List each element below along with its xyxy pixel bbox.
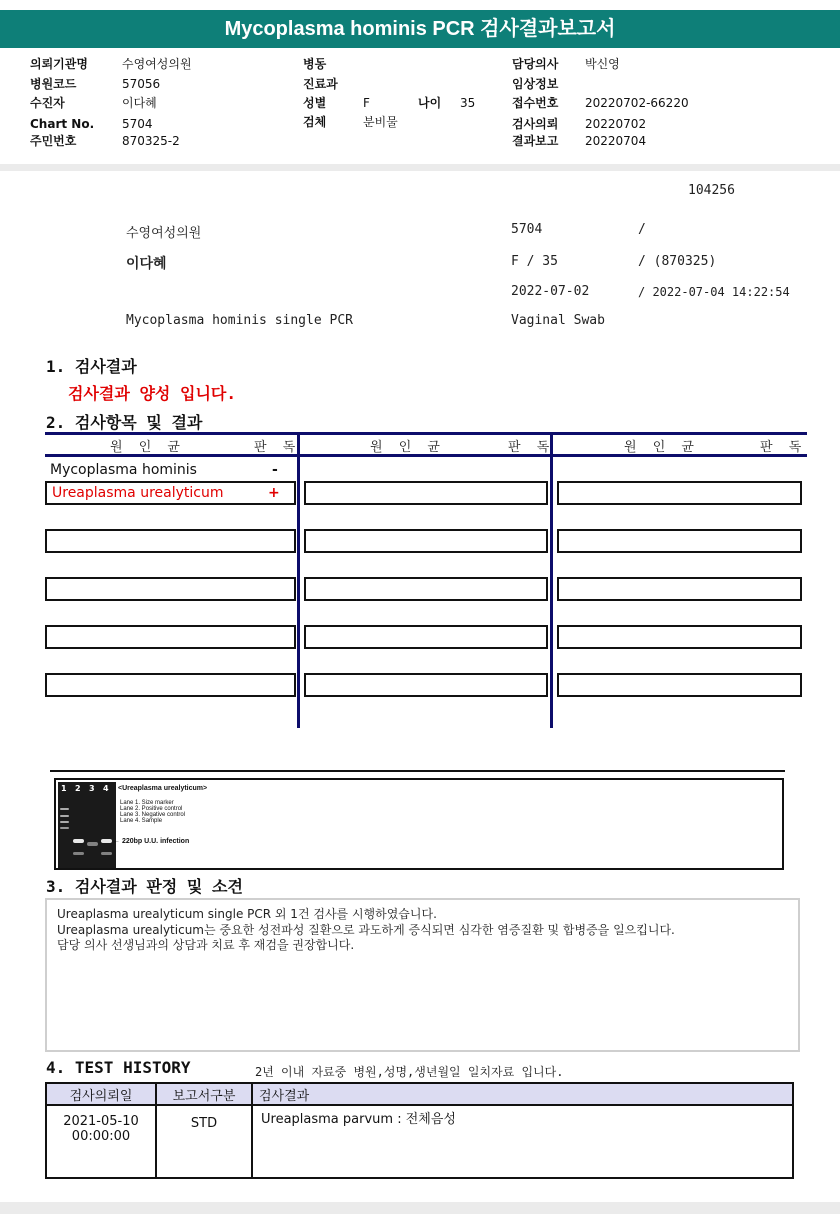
primer-band: [101, 852, 112, 855]
hospital-code-value: 57056: [122, 77, 161, 91]
result-box: [304, 529, 548, 553]
report-date-label: 결과보고: [512, 134, 559, 148]
result-box: [45, 529, 296, 553]
patient-value: 이다혜: [122, 96, 157, 110]
table-row: [46, 1105, 793, 1178]
gel-legend-line: Lane 1. Size marker: [120, 800, 174, 806]
opinion-line: Ureaplasma urealyticum는 중요한 성전파성 질환으로 과도하게 증식되면 심각한 염증질환 및 합병증을 일으킵니다.: [57, 923, 675, 937]
request-label: 검사의뢰: [512, 117, 559, 131]
history-date-cell: [46, 1105, 156, 1178]
specimen-value: 분비물: [363, 115, 398, 129]
gel-title: <Ureaplasma urealyticum>: [118, 785, 208, 792]
history-col-date: 검사의뢰일: [46, 1083, 156, 1105]
section2-title: 2. 검사항목 및 결과: [46, 413, 203, 432]
result-box: [304, 673, 548, 697]
resident-no-label: 주민번호: [30, 134, 77, 148]
marker-band: [60, 815, 69, 817]
result-box: [304, 481, 548, 505]
result-table-divider-2: [550, 432, 553, 728]
marker-band: [60, 821, 69, 823]
summary-slash: /: [638, 222, 646, 237]
section3-title: 3. 검사결과 판정 및 소견: [46, 877, 243, 896]
col-organism-1: 원 인 균: [110, 440, 186, 455]
department-label: 진료과: [303, 77, 338, 91]
summary-patient-name: 이다혜: [126, 256, 167, 272]
summary-report-datetime: / 2022-07-04 14:22:54: [638, 285, 790, 299]
negative-control-band: [87, 842, 98, 846]
receipt-no-label: 접수번호: [512, 96, 559, 110]
section4-title: 4. TEST HISTORY: [46, 1058, 191, 1077]
gel-legend-line: Lane 4. Sample: [120, 818, 163, 824]
organism-ureaplasma-urealyticum: Ureaplasma urealyticum: [52, 485, 224, 501]
doctor-value: 박신영: [585, 57, 620, 71]
summary-test-name: Mycoplasma hominis single PCR: [126, 313, 353, 328]
col-organism-3: 원 인 균: [624, 440, 700, 455]
test-history-table: [45, 1082, 794, 1179]
summary-specimen: Vaginal Swab: [511, 313, 605, 328]
history-note: 2년 이내 자료중 병원,성명,생년월일 일치자료 입니다.: [255, 1065, 564, 1079]
summary-chart-no: 5704: [511, 222, 543, 237]
history-col-type: 보고서구분: [156, 1083, 252, 1105]
result-mycoplasma-hominis: -: [272, 462, 278, 478]
sex-label: 성별: [303, 96, 327, 110]
opinion-line: 담당 의사 선생님과의 상담과 치료 후 재검을 권장합니다.: [57, 938, 355, 952]
age-label: 나이: [418, 96, 442, 110]
result-box: [45, 673, 296, 697]
hospital-code-label: 병원코드: [30, 77, 77, 91]
clinical-info-label: 임상정보: [512, 77, 559, 91]
result-box: [557, 529, 802, 553]
result-ureaplasma-urealyticum: +: [268, 485, 280, 501]
organism-mycoplasma-hominis: Mycoplasma hominis: [50, 462, 197, 478]
gel-band-label: ← 220bp U.U. infection: [113, 838, 190, 845]
result-table-divider-1: [297, 432, 300, 728]
result-box: [557, 577, 802, 601]
chart-no-value: 5704: [122, 117, 153, 131]
result-box: [45, 625, 296, 649]
col-result-3: 판 독: [760, 440, 808, 455]
gel-legend-line: Lane 2. Positive control: [120, 806, 183, 812]
primer-band: [73, 852, 84, 855]
sex-value: F: [363, 96, 370, 110]
report-title: Mycoplasma hominis PCR 검사결과보고서: [224, 18, 616, 40]
lane-number: 3: [89, 784, 95, 793]
opinion-line: Ureaplasma urealyticum single PCR 외 1건 검사를 시행하였습니다.: [57, 907, 437, 921]
receipt-no-value: 20220702-66220: [585, 96, 689, 110]
section1-title: 1. 검사결과: [46, 357, 137, 376]
lane-number: 1: [61, 784, 67, 793]
specimen-label: 검체: [303, 115, 327, 129]
lane-number: 4: [103, 784, 109, 793]
request-value: 20220702: [585, 117, 647, 131]
chart-no-label: Chart No.: [30, 117, 95, 131]
result-box: [557, 625, 802, 649]
result-box: [45, 577, 296, 601]
summary-birth: / (870325): [638, 254, 717, 269]
result-box: [557, 673, 802, 697]
history-type: STD: [156, 1105, 252, 1178]
history-time: 00:00:00: [71, 1129, 131, 1144]
gel-electrophoresis-image: [58, 782, 116, 868]
table-header-row: [46, 1083, 793, 1105]
col-result-2: 판 독: [508, 440, 556, 455]
history-date: 2021-05-10: [63, 1114, 139, 1129]
summary-sex-age: F / 35: [511, 254, 558, 269]
positive-result-text: 검사결과 양성 입니다.: [68, 384, 237, 403]
result-box: [304, 577, 548, 601]
history-result: Ureaplasma parvum : 전체음성: [252, 1105, 793, 1178]
age-value: 35: [460, 96, 476, 110]
sample-band: [101, 839, 112, 843]
result-box: [304, 625, 548, 649]
hospital-label: 의뢰기관명: [30, 57, 88, 71]
footer-band: [0, 1202, 840, 1214]
marker-band: [60, 808, 69, 810]
report-date-value: 20220704: [585, 134, 647, 148]
hospital-value: 수영여성의원: [122, 57, 192, 71]
doctor-label: 담당의사: [512, 57, 559, 71]
patient-label: 수진자: [30, 96, 65, 110]
gel-top-rule: [50, 770, 785, 772]
history-col-result: 검사결과: [252, 1083, 793, 1105]
positive-control-band: [73, 839, 84, 843]
summary-hospital: 수영여성의원: [126, 226, 202, 241]
result-box: [557, 481, 802, 505]
col-organism-2: 원 인 균: [370, 440, 446, 455]
resident-no-value: 870325-2: [122, 134, 180, 148]
header-divider: [0, 164, 840, 171]
result-table-top-rule: [45, 432, 807, 435]
marker-band: [60, 827, 69, 829]
lane-number: 2: [75, 784, 81, 793]
report-number: 104256: [688, 183, 735, 198]
col-result-1: 판 독: [254, 440, 302, 455]
summary-request-date: 2022-07-02: [511, 284, 590, 299]
gel-legend-line: Lane 3. Negative control: [120, 812, 186, 818]
ward-label: 병동: [303, 57, 327, 71]
